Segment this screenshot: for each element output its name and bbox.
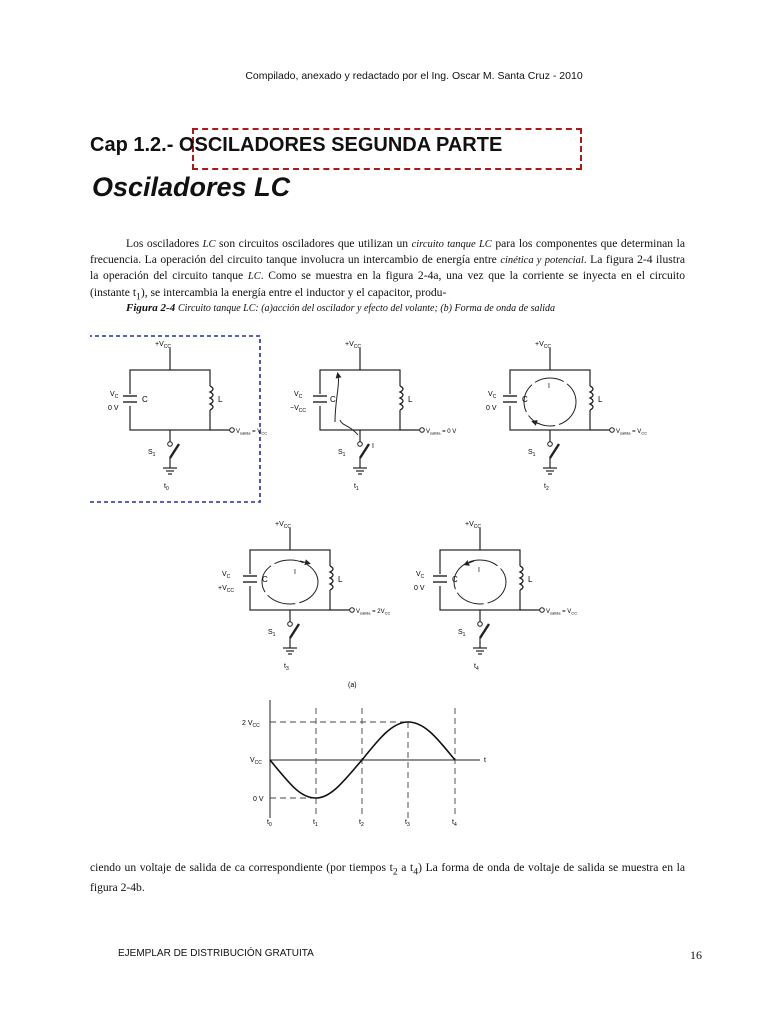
svg-text:0 V: 0 V	[486, 405, 497, 412]
figure-caption-text: Circuito tanque LC: (a)acción del oscilador y efecto del volante; (b) Forma de onda de salida	[177, 303, 556, 314]
section-title: Osciladores LC	[92, 172, 291, 202]
svg-text:VC: $V_C$	[416, 571, 425, 580]
svg-text:+VCC: $+V_{CC}$	[218, 585, 234, 594]
svg-text:0 V: 0 V	[253, 796, 264, 803]
svg-text:t0: $t_0$	[267, 819, 272, 828]
chapter-heading	[90, 134, 502, 157]
figure-lc-tank-circuit	[90, 330, 690, 840]
circuit-t3	[218, 521, 391, 672]
svg-text:Vsalida = VCC: $V_{salida} = V_{CC}$	[236, 429, 268, 436]
figure-part-a-label: (a)	[348, 682, 357, 689]
svg-text:C: C	[452, 575, 458, 584]
svg-text:t3: $t_3$	[284, 663, 289, 672]
svg-text:L: L	[338, 575, 343, 584]
page-header: Compilado, anexado y redactado por el Ing. Oscar M. Santa Cruz - 2010	[245, 70, 583, 82]
svg-text:0 V: 0 V	[414, 585, 425, 592]
svg-text:S1: $S_1$	[458, 629, 466, 638]
svg-text:+VCC: $+V_{CC}$	[535, 341, 551, 350]
svg-text:−VCC: $-V_{CC}$	[290, 405, 306, 414]
svg-text:VCC: $V_{CC}$	[250, 757, 262, 766]
svg-text:t3: $t_3$	[405, 819, 410, 828]
svg-text:Vsalida = 2VCC: $V_{salida} = 2V_{CC}$	[356, 609, 391, 616]
paragraph-intro: Los osciladores LC son circuitos osciladores que utilizan un circuito tanque LC para los componentes que determinan la frecuencia. La operación del circuito tanque involucra un intercambio de energía entre cinética y potencial. La figura 2-4 ilustra la operación del circuito tanque LC. Como se muestra en la figura 2-4a, una vez que la corriente se inyecta en el circuito (instante $t_1$), se intercambia la energía entre el inductor y el capacitor, produ-	[90, 237, 686, 302]
svg-text:VC: $V_C$	[488, 391, 497, 400]
svg-text:t: t	[484, 757, 486, 764]
svg-text:I: I	[548, 383, 550, 390]
svg-text:0 V: 0 V	[108, 405, 119, 412]
svg-text:Vsalida = VCC: $V_{salida} = V_{CC}$	[616, 429, 648, 436]
svg-text:t1: $t_1$	[313, 819, 318, 828]
chapter-prefix: Cap 1.2.-	[90, 134, 174, 156]
page-footer: EJEMPLAR DE DISTRIBUCIÓN GRATUITA	[118, 948, 314, 959]
svg-text:I: I	[372, 443, 374, 450]
svg-text:L: L	[528, 575, 533, 584]
svg-text:S1: $S_1$	[338, 449, 346, 458]
svg-text:C: C	[262, 575, 268, 584]
circuit-t2	[486, 341, 647, 492]
svg-text:I: I	[294, 569, 296, 576]
svg-text:L: L	[218, 395, 223, 404]
chapter-title: OSCILADORES SEGUNDA PARTE	[178, 134, 503, 156]
svg-text:C: C	[142, 395, 148, 404]
svg-text:S1: $S_1$	[148, 449, 156, 458]
svg-text:t4: $t_4$	[452, 819, 457, 828]
figure-caption	[126, 302, 555, 314]
output-waveform	[242, 700, 486, 828]
svg-text:t0: $t_0$	[164, 483, 169, 492]
circuit-t1	[290, 341, 456, 492]
svg-text:VC: $V_C$	[294, 391, 303, 400]
svg-text:C: C	[330, 395, 336, 404]
svg-text:+VCC: $+V_{CC}$	[155, 341, 171, 350]
page-number: 16	[690, 948, 702, 962]
figure-caption-label: Figura 2-4	[126, 302, 176, 314]
svg-text:t2: $t_2$	[544, 483, 549, 492]
svg-text:t1: $t_1$	[354, 483, 359, 492]
svg-text:VC: $V_C$	[110, 391, 119, 400]
svg-text:S1: $S_1$	[268, 629, 276, 638]
svg-text:L: L	[408, 395, 413, 404]
svg-text:Vsalida = VCC: $V_{salida} = V_{CC}$	[546, 609, 578, 616]
svg-text:t2: $t_2$	[359, 819, 364, 828]
svg-text:2 VCC: 2 $V_{CC}$	[242, 720, 260, 729]
svg-text:I: I	[478, 567, 480, 574]
circuit-t0	[108, 341, 267, 492]
circuit-t0-highlight-box	[90, 336, 260, 502]
svg-text:+VCC: $+V_{CC}$	[345, 341, 361, 350]
svg-text:Vsalida = 0 V: $V_{salida} = 0$ V	[426, 429, 457, 436]
svg-text:+VCC: $+V_{CC}$	[465, 521, 481, 530]
svg-text:+VCC: $+V_{CC}$	[275, 521, 291, 530]
svg-text:S1: $S_1$	[528, 449, 536, 458]
svg-text:VC: $V_C$	[222, 571, 231, 580]
svg-text:C: C	[522, 395, 528, 404]
svg-text:t4: $t_4$	[474, 663, 479, 672]
circuit-t4	[414, 521, 577, 672]
svg-text:L: L	[598, 395, 603, 404]
paragraph-continuation: ciendo un voltaje de salida de ca correspondiente (por tiempos $t_2$ a $t_4$) La forma de onda de voltaje de salida se muestra en la figura 2-4b.	[90, 861, 685, 894]
